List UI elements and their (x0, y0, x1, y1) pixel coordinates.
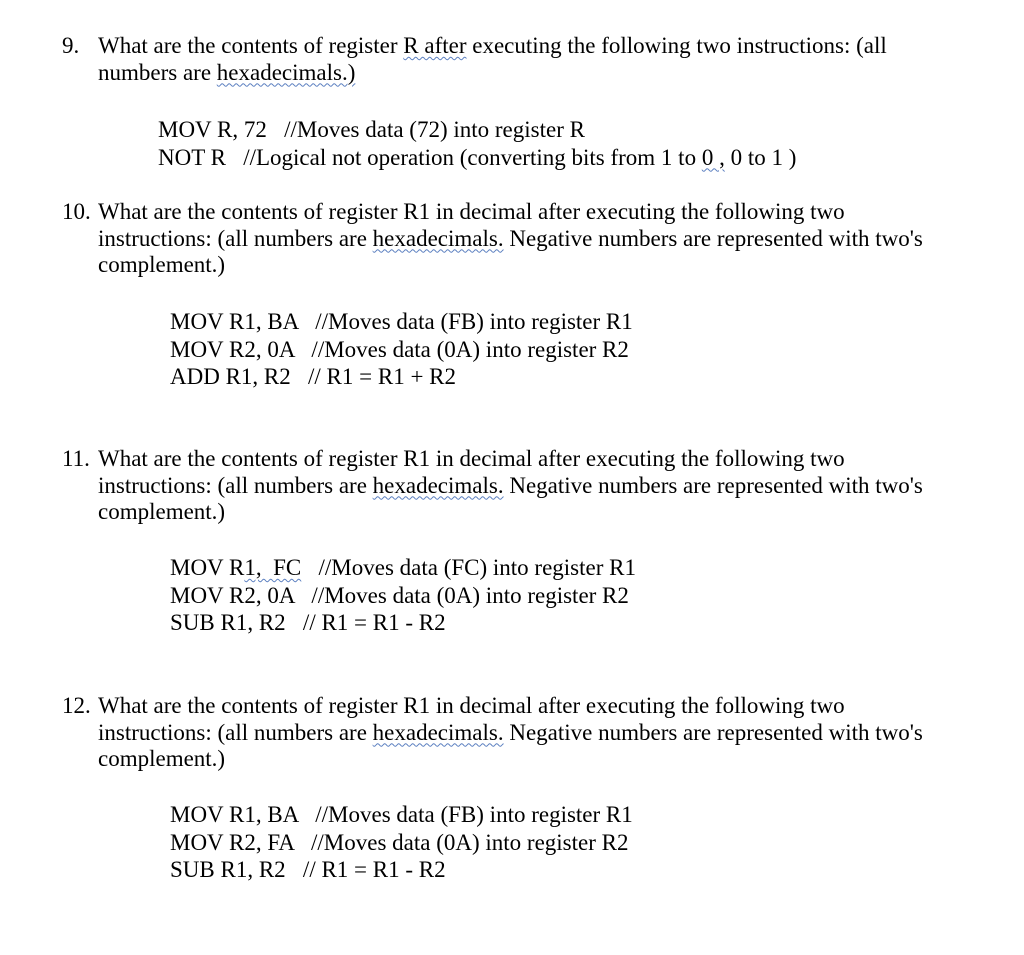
question-10-text (98, 199, 988, 279)
code-line: ADD R1, R2 // R1 = R1 + R2 (170, 364, 457, 389)
question-9-code-block (158, 116, 796, 171)
code-line: MOV R2, FA //Moves data (0A) into register R2 (170, 829, 629, 855)
code-line: SUB R1, R2 // R1 = R1 - R2 (170, 610, 446, 635)
code-line: MOV R2, 0A //Moves data (0A) into register R2 (170, 582, 629, 608)
code-line: MOV R2, 0A //Moves data (0A) into register R2 (170, 336, 629, 362)
code-line: MOV R, 72 //Moves data (72) into register R (158, 117, 585, 142)
question-11-text (98, 446, 988, 526)
code-line: MOV R1, BA //Moves data (FB) into register R1 (170, 309, 633, 334)
question-9-text (98, 33, 988, 86)
question-text-line: What are the contents of register R1 in decimal after executing the following two (98, 446, 845, 471)
question-text-line: instructions: (all numbers are hexadecimals. Negative numbers are represented with two's (98, 719, 923, 745)
question-12-number: 12. (62, 693, 91, 718)
spellcheck-underlined-text: hexadecimals. (372, 719, 504, 745)
question-11-stem (0, 446, 1024, 526)
spellcheck-underlined-text: 0 , (701, 144, 725, 170)
question-text-line: What are the contents of register R1 in decimal after executing the following two (98, 693, 845, 718)
question-text-line: instructions: (all numbers are hexadecimals. Negative numbers are represented with two's (98, 225, 923, 251)
question-11-code-block (170, 554, 636, 637)
question-text-line: complement.) (98, 252, 226, 277)
question-12 (0, 693, 1024, 773)
code-line: MOV R1, BA //Moves data (FB) into register R1 (170, 802, 633, 827)
question-text-line: complement.) (98, 499, 226, 524)
question-10 (0, 199, 1024, 279)
code-line: SUB R1, R2 // R1 = R1 - R2 (170, 857, 446, 882)
question-11-number: 11. (62, 446, 90, 471)
question-9-stem (0, 33, 1024, 86)
question-10-stem (0, 199, 1024, 279)
spellcheck-underlined-text: R after (403, 33, 467, 58)
spellcheck-underlined-text: hexadecimals. (372, 225, 504, 251)
question-text-line: numbers are hexadecimals.) (98, 59, 356, 85)
question-10-number: 10. (62, 199, 91, 224)
spellcheck-underlined-text: 1, FC (244, 555, 302, 580)
question-11 (0, 446, 1024, 526)
question-12-text (98, 693, 988, 773)
code-line: MOV R1, FC //Moves data (FC) into register R1 (170, 555, 636, 580)
spellcheck-underlined-text: hexadecimals. (372, 472, 504, 498)
question-text-line: What are the contents of register R after executing the following two instructions: (all (98, 33, 887, 58)
question-10-code-block (170, 308, 633, 391)
question-9-number: 9. (62, 33, 80, 58)
question-text-line: complement.) (98, 746, 226, 771)
code-line: NOT R //Logical not operation (converting bits from 1 to 0 , 0 to 1 ) (158, 144, 797, 170)
question-text-line: instructions: (all numbers are hexadecimals. Negative numbers are represented with two's (98, 472, 923, 498)
question-text-line: What are the contents of register R1 in decimal after executing the following two (98, 199, 845, 224)
spellcheck-underlined-text: hexadecimals.) (216, 59, 356, 85)
question-12-code-block (170, 801, 633, 884)
question-12-stem (0, 693, 1024, 773)
question-9 (0, 33, 1024, 86)
